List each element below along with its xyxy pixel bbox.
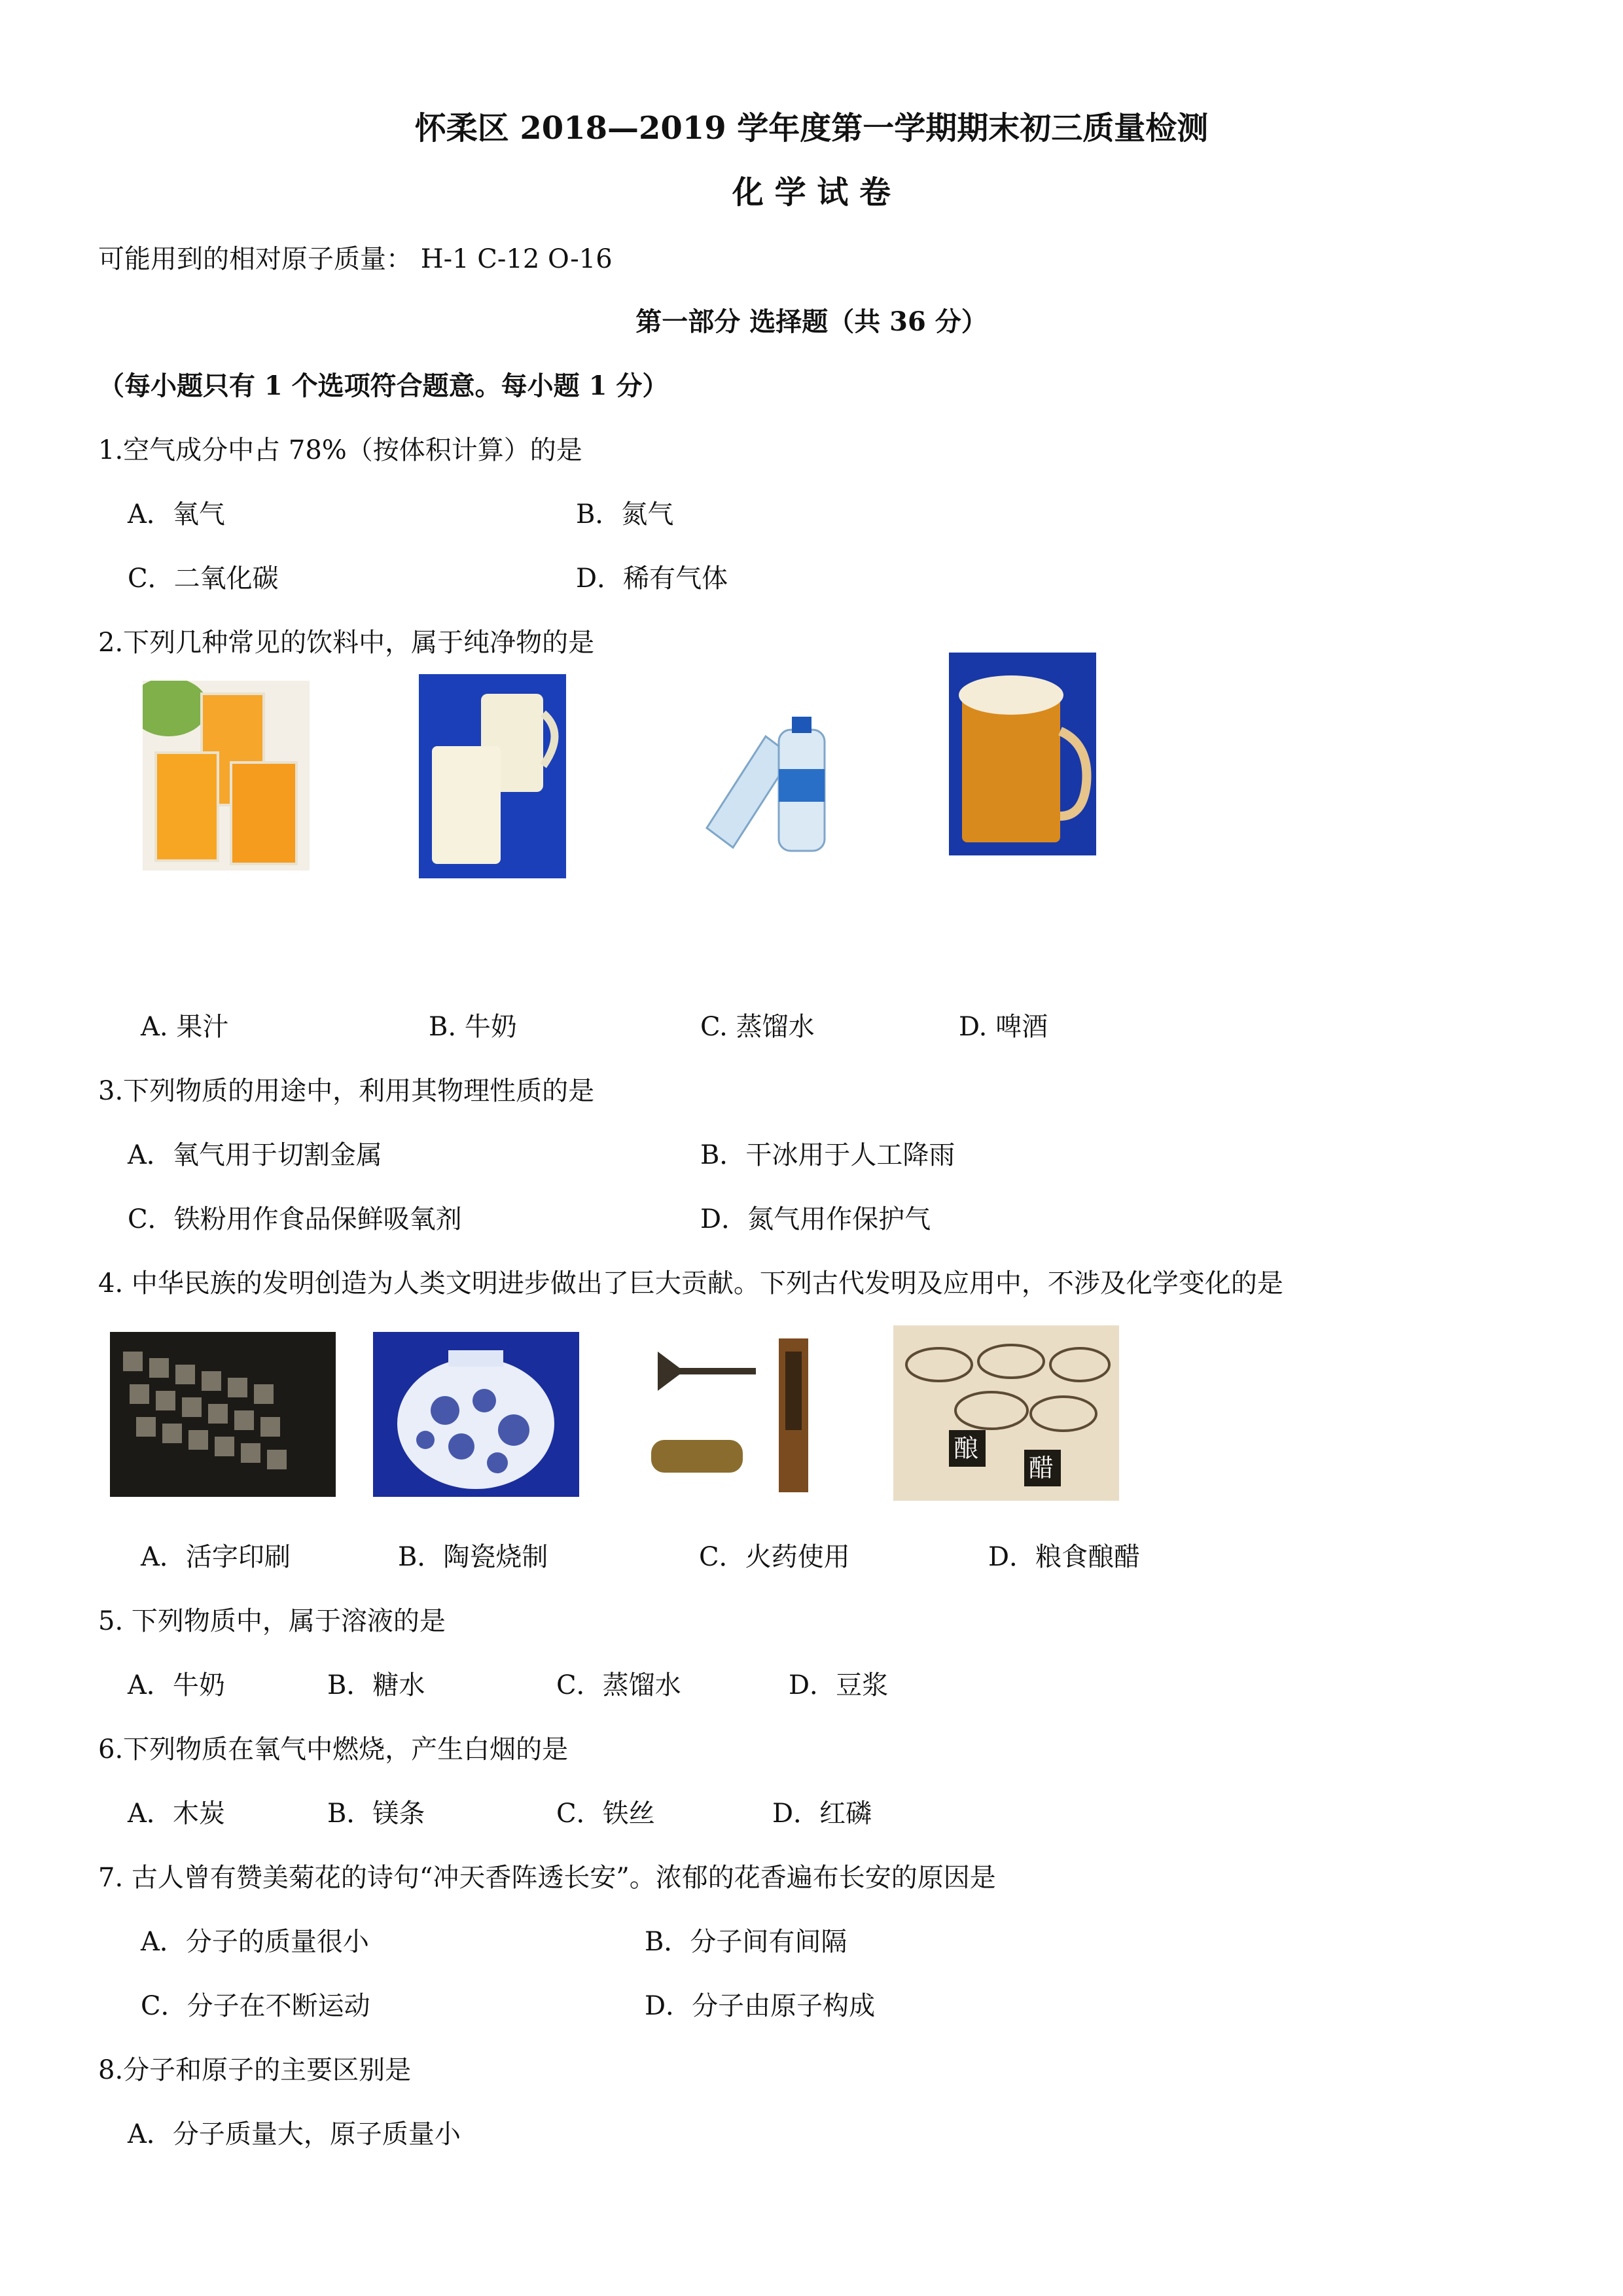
question-6-option-b[interactable]: B．镁条: [327, 1799, 425, 1829]
question-7-option-a[interactable]: A．分子的质量很小: [141, 1927, 369, 1957]
question-5-option-a[interactable]: A．牛奶: [128, 1670, 225, 1700]
question-4-option-a[interactable]: A．活字印刷: [141, 1542, 291, 1572]
question-7-option-c[interactable]: C．分子在不断运动: [141, 1991, 370, 2021]
question-3-option-c[interactable]: C．铁粉用作食品保鲜吸氧剂: [128, 1204, 462, 1234]
question-5-option-b[interactable]: B．糖水: [327, 1670, 425, 1700]
question-3-option-a[interactable]: A．氧气用于切割金属: [128, 1140, 382, 1170]
question-1-option-a[interactable]: A．氧气: [128, 499, 225, 529]
question-7-option-d[interactable]: D．分子由原子构成: [645, 1991, 876, 2021]
question-2-option-c[interactable]: C. 蒸馏水: [700, 1012, 815, 1042]
question-6-option-c[interactable]: C．铁丝: [556, 1799, 655, 1829]
juice-glasses-image: [143, 681, 310, 870]
question-4-option-d[interactable]: D．粮食酿醋: [988, 1542, 1141, 1572]
question-1-option-c[interactable]: C．二氧化碳: [128, 564, 279, 594]
question-2-option-a[interactable]: A. 果汁: [141, 1012, 229, 1042]
question-3-option-d[interactable]: D．氮气用作保护气: [700, 1204, 931, 1234]
exam-title: 怀柔区 2018—2019 学年度第一学期期末初三质量检测: [414, 110, 1209, 147]
question-7-option-b[interactable]: B．分子间有间隔: [645, 1927, 847, 1957]
question-6-option-d[interactable]: D．红磷: [772, 1799, 872, 1829]
milk-image: [419, 674, 566, 878]
question-1-option-b[interactable]: B．氮气: [576, 499, 674, 529]
gunpowder-weapons-image: [645, 1332, 825, 1497]
question-4-stem: 4. 中华民族的发明创造为人类文明进步做出了巨大贡献。下列古代发明及应用中，不涉及化学变化的是: [98, 1268, 1283, 1299]
question-1-option-d[interactable]: D．稀有气体: [576, 564, 728, 594]
question-4-option-c[interactable]: C．火药使用: [699, 1542, 850, 1572]
movable-type-image: [110, 1332, 336, 1497]
question-3-option-b[interactable]: B．干冰用于人工降雨: [700, 1140, 955, 1170]
exam-subtitle: 化 学 试 卷: [732, 174, 891, 211]
question-1-stem: 1.空气成分中占 78%（按体积计算）的是: [98, 435, 582, 465]
question-8-stem: 8.分子和原子的主要区别是: [98, 2055, 412, 2085]
question-5-stem: 5. 下列物质中，属于溶液的是: [98, 1606, 446, 1636]
question-2-option-b[interactable]: B. 牛奶: [429, 1012, 517, 1042]
vinegar-image-char-2: 醋: [1029, 1454, 1054, 1482]
question-3-stem: 3.下列物质的用途中，利用其物理性质的是: [98, 1076, 595, 1106]
question-2-stem: 2.下列几种常见的饮料中，属于纯净物的是: [98, 628, 595, 658]
question-7-stem: 7. 古人曾有赞美菊花的诗句“冲天香阵透长安”。浓郁的花香遍布长安的原因是: [98, 1863, 996, 1893]
beer-mug-image: [949, 653, 1096, 855]
question-5-option-d[interactable]: D．豆浆: [789, 1670, 889, 1700]
question-8-option-a[interactable]: A．分子质量大，原子质量小: [128, 2119, 461, 2149]
question-6-option-a[interactable]: A．木炭: [128, 1799, 225, 1829]
water-bottles-image: [694, 704, 857, 861]
section-heading: 第一部分 选择题（共 36 分）: [635, 306, 988, 337]
question-5-option-c[interactable]: C．蒸馏水: [556, 1670, 681, 1700]
atomic-mass-line: 可能用到的相对原子质量： H-1 C-12 O-16: [98, 244, 613, 274]
porcelain-jar-image: [373, 1332, 579, 1497]
question-4-option-b[interactable]: B．陶瓷烧制: [398, 1542, 548, 1572]
vinegar-image-char-1: 酿: [954, 1434, 979, 1463]
vinegar-brewing-image: [893, 1325, 1119, 1501]
question-6-stem: 6.下列物质在氧气中燃烧，产生白烟的是: [98, 1734, 569, 1765]
section-instruction: （每小题只有 1 个选项符合题意。每小题 1 分）: [98, 370, 669, 401]
question-2-option-d[interactable]: D. 啤酒: [959, 1012, 1048, 1042]
